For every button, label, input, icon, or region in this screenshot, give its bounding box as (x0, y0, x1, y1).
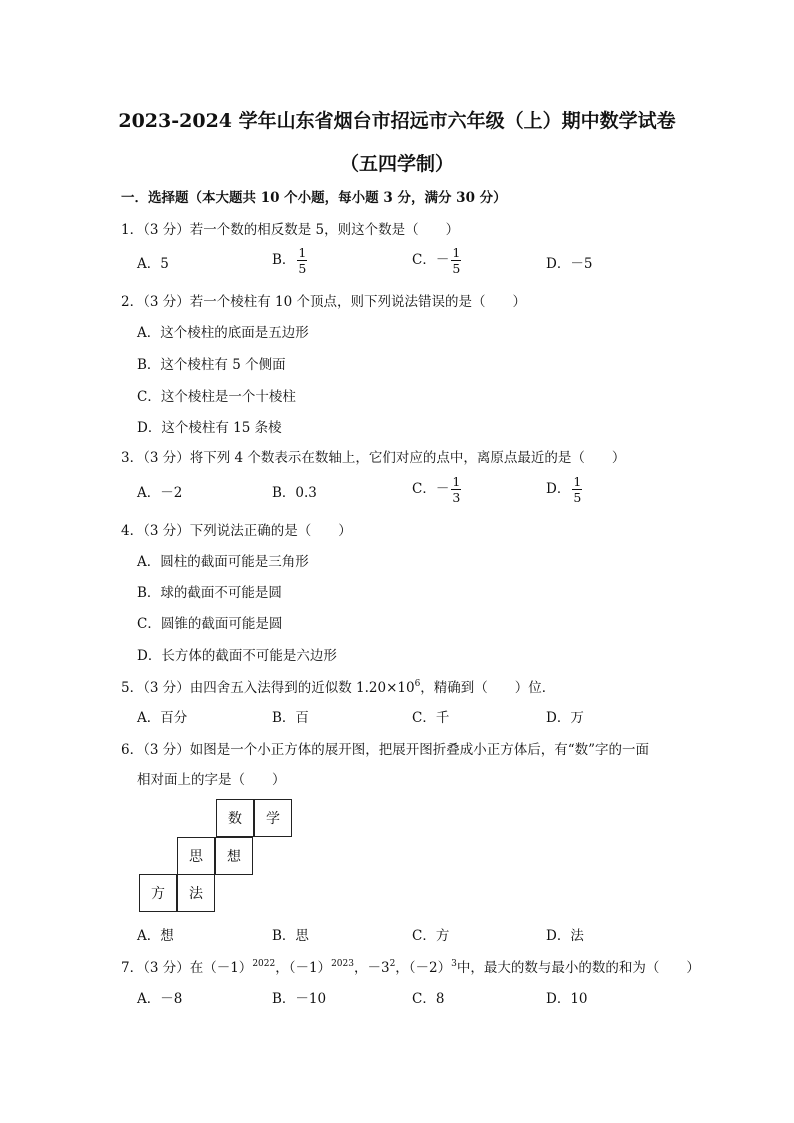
q3-option-d (546, 474, 582, 505)
net-cell-shu: 数 (216, 799, 254, 837)
q7-option-d: D．10 (546, 991, 588, 1007)
question-5-stem (121, 676, 555, 696)
q7-text: ，（－2） (395, 960, 452, 976)
q5-option-a: A．百分 (137, 710, 188, 726)
q1-option-d: D．－5 (546, 256, 593, 272)
q1-option-b-label: B． (272, 252, 296, 268)
net-cell-fa: 法 (177, 874, 215, 912)
q6-option-b: B．思 (272, 928, 309, 944)
q6-option-c: C．方 (412, 928, 450, 944)
net-cell-fang: 方 (139, 874, 177, 912)
q2-option-a: A．这个棱柱的底面是五边形 (137, 325, 309, 341)
q4-option-d: D．长方体的截面不可能是六边形 (137, 648, 337, 664)
fraction-numerator: 1 (573, 474, 582, 489)
page-subtitle: （五四学制） (339, 153, 454, 175)
fraction-numerator: 1 (298, 245, 307, 260)
q7-option-c: C．8 (412, 991, 445, 1007)
exponent: 6 (414, 679, 421, 689)
q1-option-c (412, 245, 461, 276)
q3-option-c (412, 474, 461, 505)
q5-option-b: B．百 (272, 710, 309, 726)
q3-option-b: B．0.3 (272, 485, 317, 501)
fraction (297, 245, 307, 276)
question-1-stem: 1．（3 分）若一个数的相反数是 5，则这个数是（ ） (121, 222, 460, 238)
fraction-denominator: 5 (452, 261, 461, 276)
q5-stem-text: 5．（3 分）由四舍五入法得到的近似数 1.20×10 (121, 680, 415, 696)
q5-option-c: C．千 (412, 710, 450, 726)
q5-stem-text-end: ，精确到（ ）位． (420, 680, 556, 696)
question-6-stem-line1: 6．（3 分）如图是一个小正方体的展开图，把展开图折叠成小正方体后，有“数”字的一面 (121, 742, 650, 758)
q5-option-d: D．万 (546, 710, 584, 726)
q1-option-c-label: C．－ (412, 252, 450, 268)
fraction-numerator: 1 (452, 474, 461, 489)
question-2-stem: 2．（3 分）若一个棱柱有 10 个顶点，则下列说法错误的是（ ） (121, 294, 526, 310)
q7-text: ，（－1） (275, 960, 332, 976)
section-header: 一．选择题（本大题共 10 个小题，每小题 3 分，满分 30 分） (121, 190, 507, 206)
q3-option-a: A．－2 (137, 485, 183, 501)
fraction-denominator: 5 (573, 490, 582, 505)
page-title: 2023-2024 学年山东省烟台市招远市六年级（上）期中数学试卷 (118, 110, 676, 132)
exponent: 3 (451, 959, 457, 969)
net-cell-si: 思 (177, 837, 215, 875)
q7-text: 中，最大的数与最小的数的和为（ ） (456, 960, 700, 976)
fraction-numerator: 1 (452, 245, 461, 260)
net-cell-xiang: 想 (215, 837, 253, 875)
q2-option-b: B．这个棱柱有 5 个侧面 (137, 357, 286, 373)
exponent: 2 (389, 959, 396, 969)
question-6-stem-line2: 相对面上的字是（ ） (137, 772, 286, 788)
q7-option-b: B．－10 (272, 991, 327, 1007)
q6-option-a: A．想 (137, 928, 174, 944)
q4-option-a: A．圆柱的截面可能是三角形 (137, 554, 309, 570)
exponent: 2022 (252, 959, 276, 969)
q4-option-c: C．圆锥的截面可能是圆 (137, 616, 283, 632)
q4-option-b: B．球的截面不可能是圆 (137, 585, 282, 601)
q2-option-c: C．这个棱柱是一个十棱柱 (137, 389, 296, 405)
fraction-denominator: 5 (298, 261, 307, 276)
q1-option-a: A．5 (137, 256, 169, 272)
fraction (451, 474, 461, 505)
fraction-denominator: 3 (452, 490, 461, 505)
question-4-stem: 4．（3 分）下列说法正确的是（ ） (121, 523, 352, 539)
fraction (451, 245, 461, 276)
question-3-stem: 3．（3 分）将下列 4 个数表示在数轴上，它们对应的点中，离原点最近的是（ ） (121, 450, 626, 466)
net-cell-xue: 学 (254, 799, 292, 837)
question-7-stem (121, 956, 700, 976)
q7-option-a: A．－8 (137, 991, 183, 1007)
fraction (572, 474, 582, 505)
q7-text: 7．（3 分）在（－1） (121, 960, 253, 976)
q3-option-d-label: D． (546, 481, 571, 497)
q6-option-d: D．法 (546, 928, 584, 944)
q1-option-b (272, 245, 307, 276)
q2-option-d: D．这个棱柱有 15 条棱 (137, 420, 282, 436)
q7-text: ，－3 (353, 960, 390, 976)
exponent: 2023 (331, 959, 354, 969)
q3-option-c-label: C．－ (412, 481, 450, 497)
